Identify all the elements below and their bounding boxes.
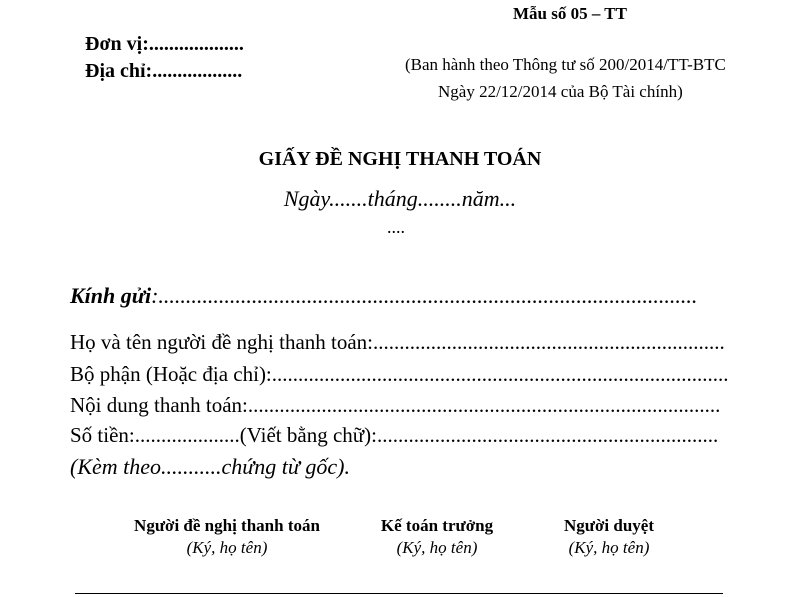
addressee-label: Kính gửi bbox=[70, 283, 152, 308]
date-dots: .... bbox=[387, 217, 405, 237]
unit-field: Đơn vị:................... bbox=[85, 33, 244, 55]
addressee-dots: :.................................................................................................. bbox=[151, 283, 698, 308]
bottom-divider bbox=[75, 593, 723, 594]
amount-field: Số tiền:....................(Viết bằng chữ):................................................................. bbox=[70, 423, 719, 447]
issued-note-line1: (Ban hành theo Thông tư số 200/2014/TT-BTC bbox=[405, 55, 726, 74]
department-field: Bộ phận (Hoặc địa chỉ):....................................................................................... bbox=[70, 362, 729, 386]
signature-requester bbox=[117, 516, 337, 558]
form-number: Mẫu số 05 – TT bbox=[513, 4, 627, 23]
signature-role: Người đề nghị thanh toán bbox=[134, 516, 320, 535]
addressee-line bbox=[70, 283, 697, 309]
signature-hint: (Ký, họ tên) bbox=[568, 538, 650, 557]
signature-hint: (Ký, họ tên) bbox=[186, 538, 268, 557]
signature-role: Kế toán trưởng bbox=[380, 516, 494, 535]
address-field: Địa chỉ:.................. bbox=[85, 60, 243, 82]
attachment-note: (Kèm theo...........chứng từ gốc). bbox=[70, 454, 350, 479]
signature-hint: (Ký, họ tên) bbox=[396, 538, 478, 557]
requester-field: Họ và tên người đề nghị thanh toán:................................................................... bbox=[70, 330, 725, 354]
payment-content-field: Nội dung thanh toán:.......................................................................................... bbox=[70, 393, 721, 417]
signature-approver bbox=[499, 516, 719, 558]
signature-role: Người duyệt bbox=[564, 516, 654, 535]
date-line: Ngày.......tháng........năm... bbox=[283, 186, 517, 211]
issued-note-line2: Ngày 22/12/2014 của Bộ Tài chính) bbox=[438, 82, 683, 101]
document-title: GIẤY ĐỀ NGHỊ THANH TOÁN bbox=[258, 148, 542, 170]
